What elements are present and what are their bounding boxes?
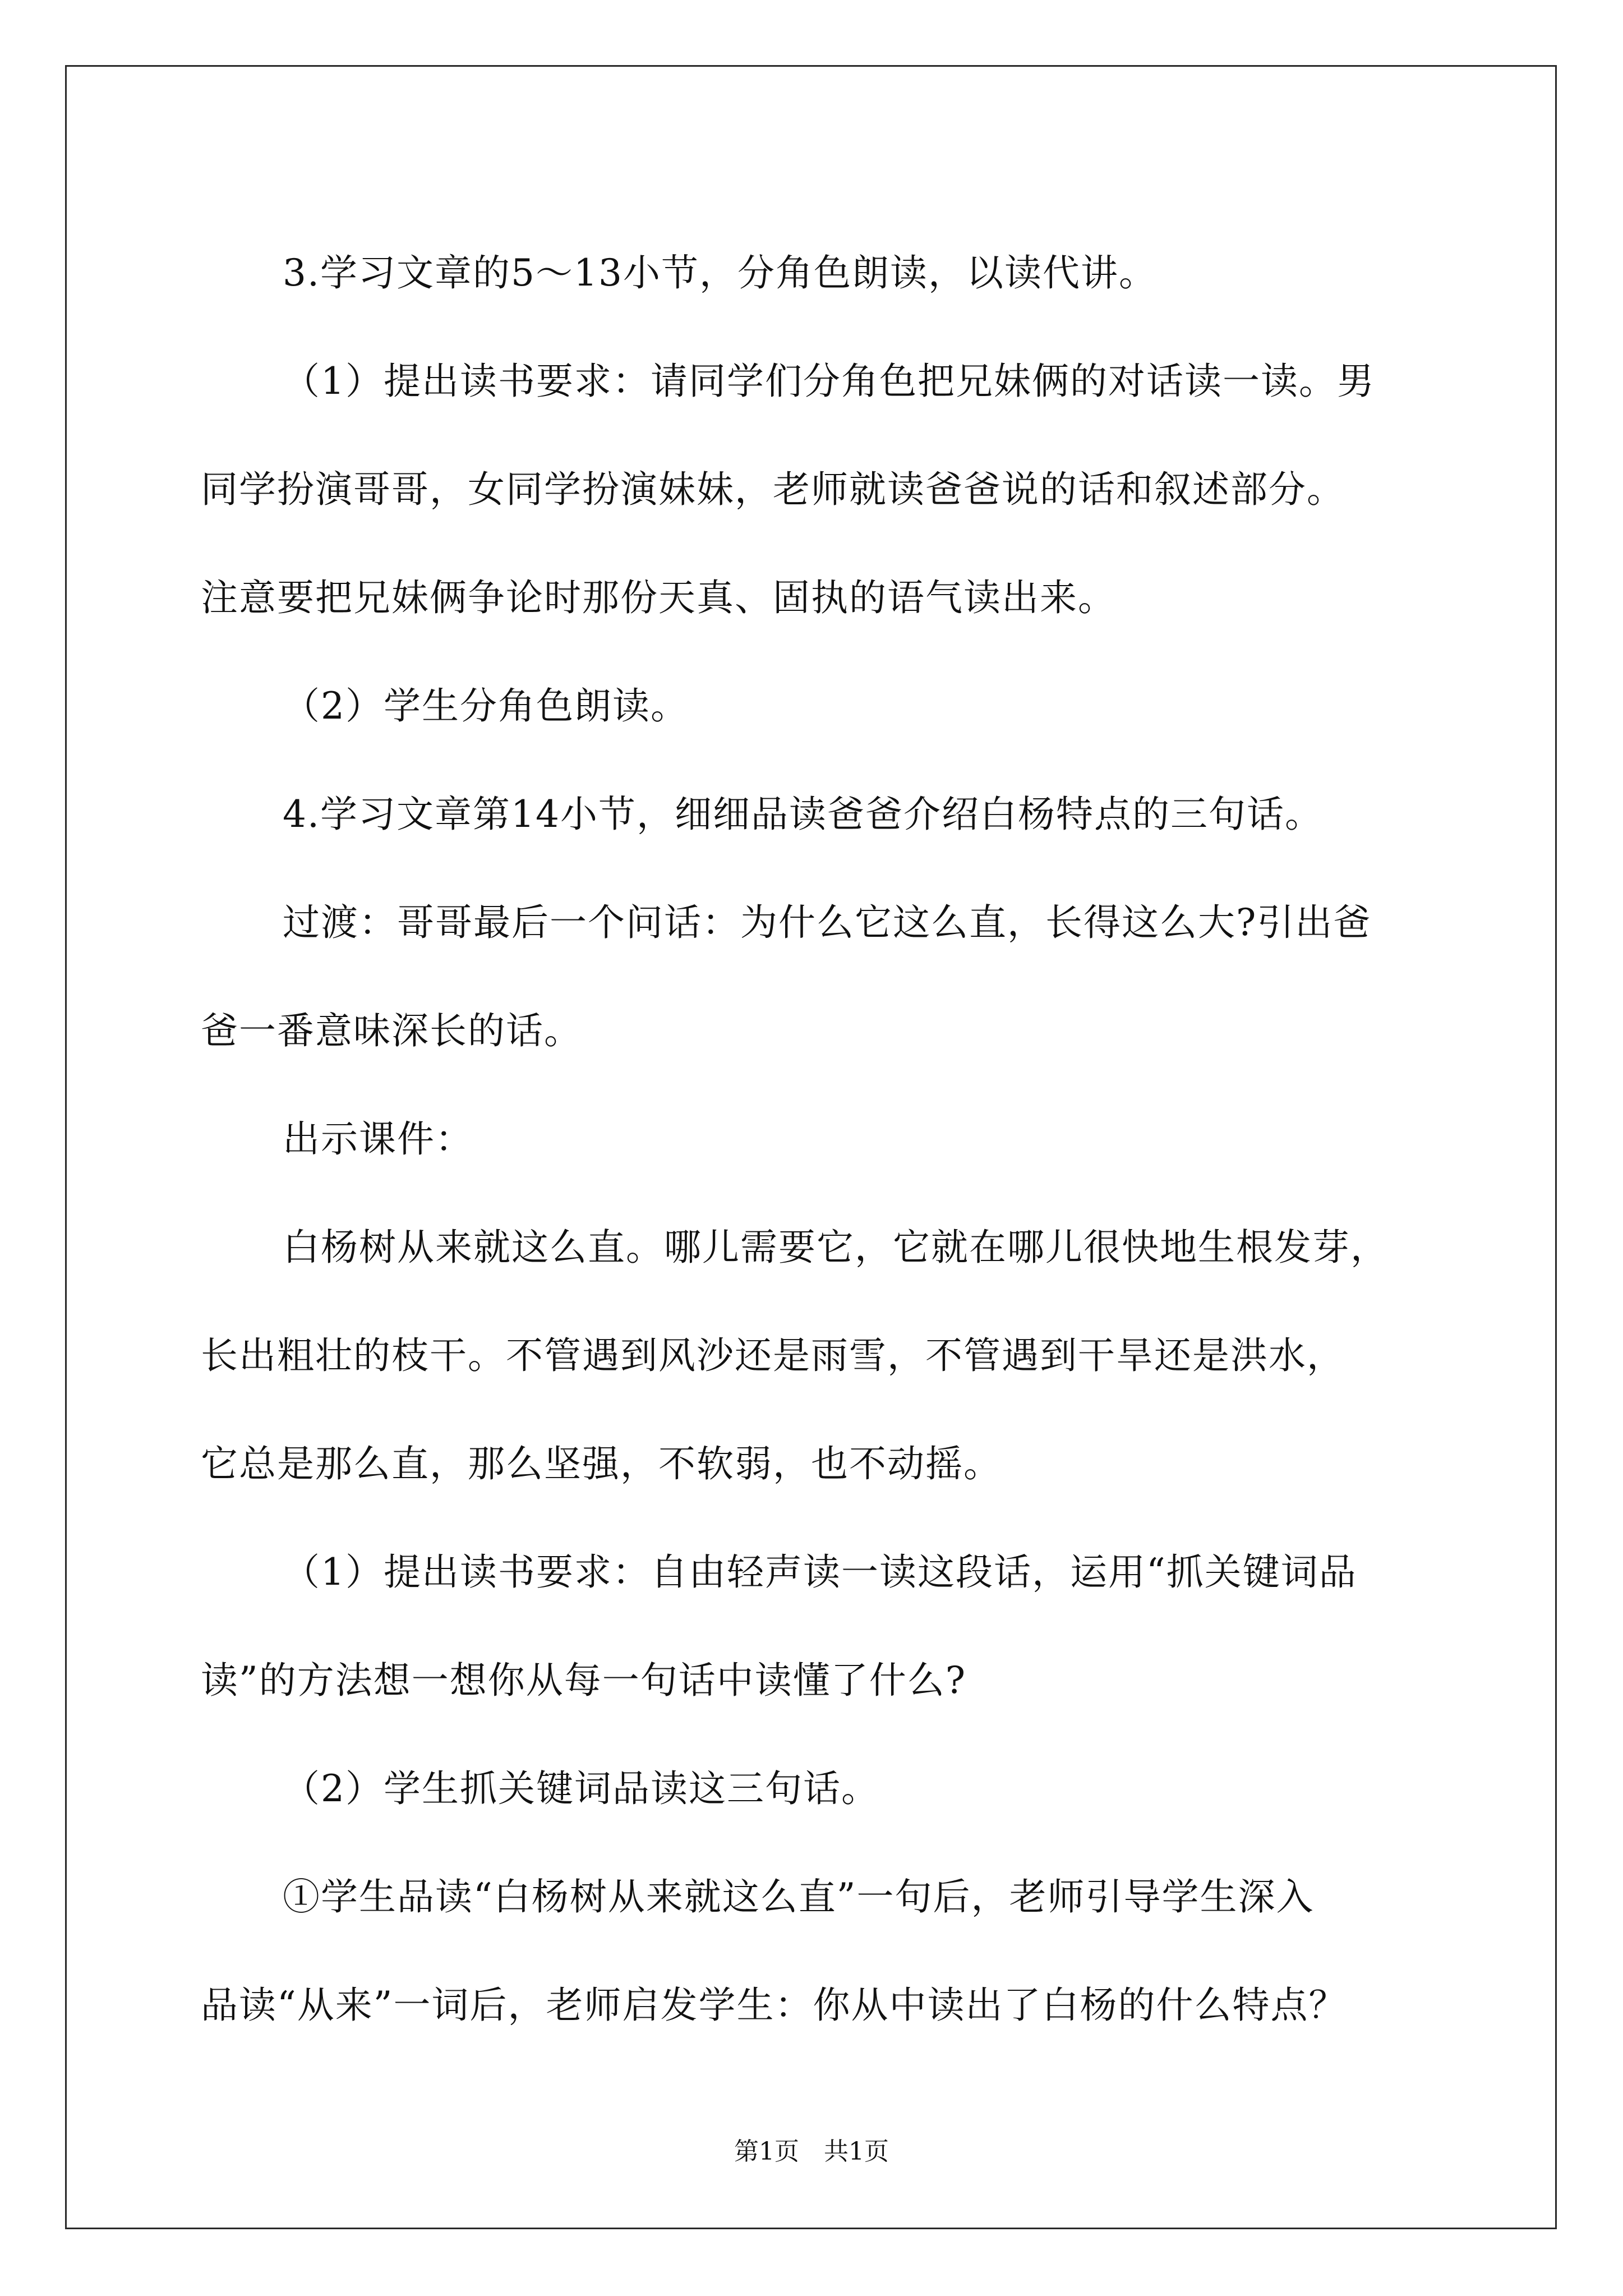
paragraph-8: （1）提出读书要求：自由轻声读一读这段话，运用“抓关键词品 [283, 1550, 1357, 1594]
paragraph-10-line-2: 品读“从来”一词后，老师启发学生：你从中读出了白杨的什么特点？ [201, 1984, 1347, 2027]
paragraph-10: ①学生品读“白杨树从来就这么直”一句后，老师引导学生深入 [283, 1875, 1315, 1918]
paragraph-2: （1）提出读书要求：请同学们分角色把兄妹俩的对话读一读。男 [283, 360, 1375, 403]
paragraph-5-line-2: 爸一番意味深长的话。 [201, 1009, 582, 1052]
paragraph-7: 白杨树从来就这么直。哪儿需要它，它就在哪儿很快地生根发芽， [283, 1226, 1389, 1269]
paragraph-2-line-2: 同学扮演哥哥，女同学扮演妹妹，老师就读爸爸说的话和叙述部分。 [201, 468, 1345, 511]
page-number: 第1页 共1页 [734, 2137, 889, 2166]
paragraph-9: （2）学生抓关键词品读这三句话。 [283, 1767, 879, 1810]
document-body [201, 219, 1435, 2059]
paragraph-1: 3.学习文章的5～13小节，分角色朗读，以读代讲。 [283, 251, 1157, 295]
paragraph-4: 4.学习文章第14小节，细细品读爸爸介绍白杨特点的三句话。 [283, 793, 1323, 836]
paragraph-5: 过渡：哥哥最后一个问话：为什么它这么直，长得这么大?引出爸 [283, 901, 1372, 944]
paragraph-2-line-3: 注意要把兄妹俩争论时那份天真、固执的语气读出来。 [201, 576, 1116, 619]
paragraph-8-line-2: 读”的方法想一想你从每一句话中读懂了什么? [201, 1659, 967, 1702]
paragraph-6: 出示课件： [283, 1117, 473, 1161]
paragraph-3: （2）学生分角色朗读。 [283, 684, 689, 728]
paragraph-7-line-2: 长出粗壮的枝干。不管遇到风沙还是雨雪，不管遇到干旱还是洪水， [201, 1334, 1345, 1377]
paragraph-7-line-3: 它总是那么直，那么坚强，不软弱，也不动摇。 [201, 1442, 1002, 1485]
page-footer [0, 2135, 1623, 2169]
